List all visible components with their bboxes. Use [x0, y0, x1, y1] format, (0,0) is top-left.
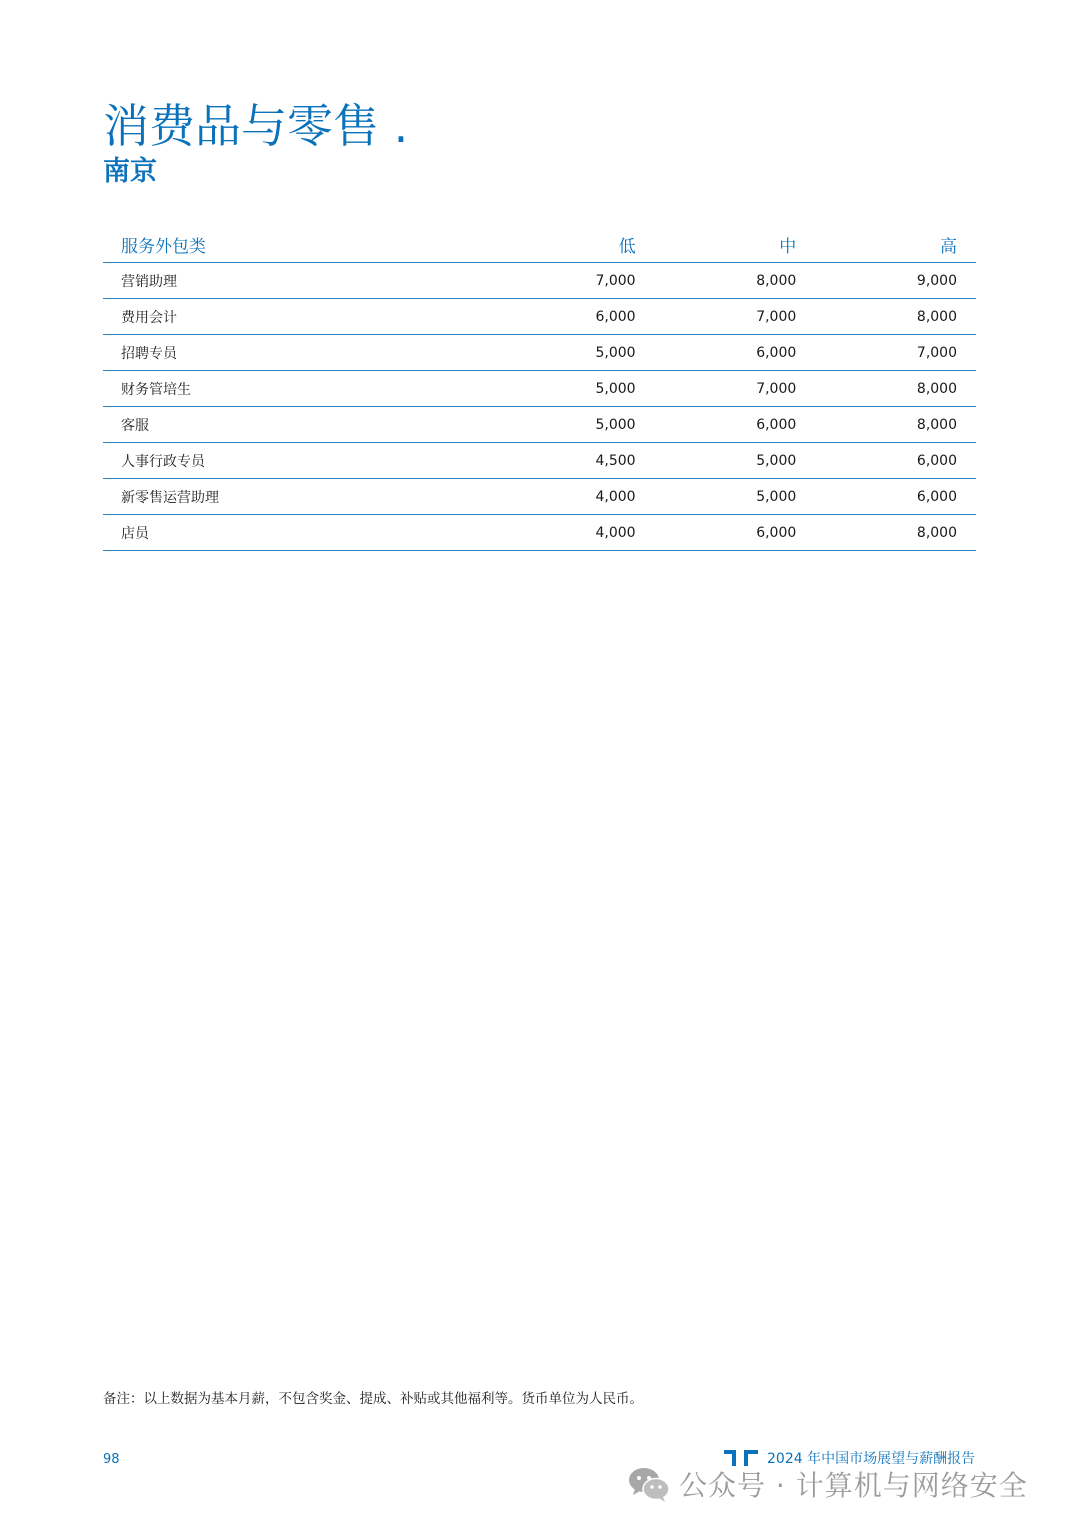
- mid-salary-cell: 6,000: [655, 515, 816, 551]
- low-salary-cell: 5,000: [474, 371, 655, 407]
- watermark-text: 公众号 · 计算机与网络安全: [679, 1469, 1028, 1502]
- table-header-row: [103, 226, 976, 263]
- low-salary-cell: 4,500: [474, 443, 655, 479]
- page-title: 消费品与零售 .: [103, 99, 409, 153]
- low-salary-cell: 5,000: [474, 335, 655, 371]
- high-salary-cell: 8,000: [815, 371, 976, 407]
- footnote: 备注：以上数据为基本月薪，不包含奖金、提成、补贴或其他福利等。货币单位为人民币。: [103, 1391, 643, 1407]
- report-title: 2024 年中国市场展望与薪酬报告: [767, 1451, 976, 1467]
- high-salary-cell: 9,000: [815, 263, 976, 299]
- mid-salary-cell: 7,000: [655, 371, 816, 407]
- mid-salary-cell: 5,000: [655, 479, 816, 515]
- role-cell: 费用会计: [103, 299, 474, 335]
- high-salary-cell: 8,000: [815, 407, 976, 443]
- role-cell: 营销助理: [103, 263, 474, 299]
- column-header-role: 服务外包类: [103, 226, 474, 263]
- table-row: [103, 335, 976, 371]
- low-salary-cell: 7,000: [474, 263, 655, 299]
- low-salary-cell: 4,000: [474, 515, 655, 551]
- table-row: [103, 263, 976, 299]
- low-salary-cell: 4,000: [474, 479, 655, 515]
- wechat-watermark: [627, 1462, 1028, 1506]
- column-header-mid: 中: [655, 226, 816, 263]
- role-cell: 店员: [103, 515, 474, 551]
- column-header-high: 高: [815, 226, 976, 263]
- column-header-low: 低: [474, 226, 655, 263]
- table-row: [103, 443, 976, 479]
- salary-table: [103, 226, 976, 551]
- table-row: [103, 407, 976, 443]
- table-row: [103, 479, 976, 515]
- high-salary-cell: 6,000: [815, 443, 976, 479]
- mid-salary-cell: 8,000: [655, 263, 816, 299]
- low-salary-cell: 5,000: [474, 407, 655, 443]
- high-salary-cell: 7,000: [815, 335, 976, 371]
- high-salary-cell: 8,000: [815, 299, 976, 335]
- page-number: 98: [103, 1452, 120, 1467]
- table-row: [103, 299, 976, 335]
- role-cell: 财务管培生: [103, 371, 474, 407]
- mid-salary-cell: 5,000: [655, 443, 816, 479]
- role-cell: 招聘专员: [103, 335, 474, 371]
- role-cell: 客服: [103, 407, 474, 443]
- mid-salary-cell: 7,000: [655, 299, 816, 335]
- high-salary-cell: 8,000: [815, 515, 976, 551]
- wechat-icon: [627, 1464, 671, 1504]
- table-row: [103, 371, 976, 407]
- page-subtitle-city: 南京: [103, 156, 157, 187]
- table-row: [103, 515, 976, 551]
- low-salary-cell: 6,000: [474, 299, 655, 335]
- mid-salary-cell: 6,000: [655, 335, 816, 371]
- role-cell: 新零售运营助理: [103, 479, 474, 515]
- mid-salary-cell: 6,000: [655, 407, 816, 443]
- high-salary-cell: 6,000: [815, 479, 976, 515]
- role-cell: 人事行政专员: [103, 443, 474, 479]
